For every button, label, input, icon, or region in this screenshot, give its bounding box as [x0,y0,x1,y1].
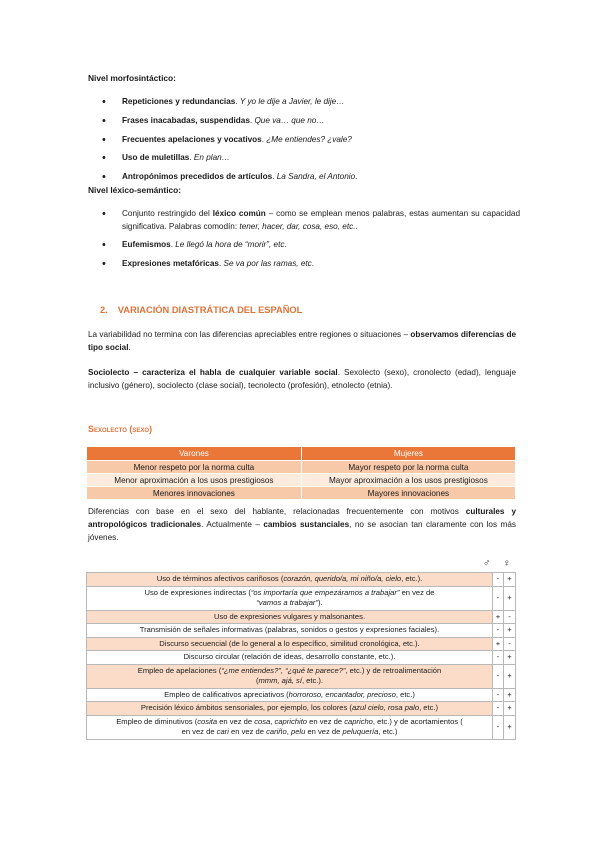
female-value: + [504,664,516,688]
subsection-title: Sexolecto (sexo) [88,424,153,434]
section-title: 2. VARIACIÓN DIASTRÁTICA DEL ESPAÑOL [100,305,303,315]
table-cell: Menor respeto por la norma culta [87,461,302,474]
table-row [87,651,516,665]
male-value: - [493,586,504,610]
female-value: - [504,610,516,624]
table-cell: Menor aproximación a los usos prestigiosos [87,474,302,487]
feature-description: Empleo de apelaciones (“¿me entiendes?”, “¿qué te parece?”, etc.) y de retroalimentación (mmm, ajá, sí, etc.). [87,664,493,688]
feature-description: Uso de expresiones indirectas (“os importaría que empezáramos a trabajar” en vez de “vamos a trabajar”). [87,586,493,610]
male-symbol-icon: ♂ [483,558,491,569]
morfo-list [100,96,520,190]
list-item: • Repeticiones y redundancias. Y yo le dije a Javier, le dije… [100,96,520,109]
list-item: • Eufemismos. Le llegó la hora de “morir”, etc. [100,239,520,252]
feature-description: Precisión léxico ámbitos sensoriales, por ejemplo, los colores (azul cielo, rosa palo, etc.) [87,702,493,716]
table-row [87,664,516,688]
intro-paragraph: La variabilidad no termina con las diferencias apreciables entre regiones o situaciones – observamos diferencias de tipo social. [88,330,517,352]
lexico-heading: Nivel léxico-semántico: [88,185,182,195]
table-row [87,715,516,739]
table-row [87,624,516,638]
male-value: - [493,573,504,587]
male-value: - [493,702,504,716]
column-header: Mujeres [301,447,515,461]
table-row [87,474,516,487]
female-value: + [504,573,516,587]
features-table [86,572,516,740]
table-row [87,702,516,716]
feature-description: Empleo de diminutivos (cosita en vez de cosa, caprichito en vez de capricho, etc.) y de acortamientos ( en vez de cari en vez de cariño, pelu en vez de peluquería, etc.) [87,715,493,739]
table-cell: Menores innovaciones [87,487,302,500]
lexico-list [100,208,520,277]
feature-description: Discurso secuencial (de lo general a lo específico, similitud cronológica, etc.). [87,637,493,651]
female-symbol-icon: ♀ [503,558,511,569]
male-value: + [493,610,504,624]
female-value: + [504,624,516,638]
column-header: Varones [87,447,302,461]
table-row [87,573,516,587]
list-item: • Uso de muletillas. En plan… [100,152,520,165]
male-value: - [493,624,504,638]
table-cell: Mayor aproximación a los usos prestigiosos [301,474,515,487]
table-row [87,461,516,474]
female-value: + [504,586,516,610]
comparison-table [86,446,516,500]
morfo-heading: Nivel morfosintáctico: [88,73,176,83]
sexolecto-paragraph: Diferencias con base en el sexo del hablante, relacionadas frecuentemente con motivos culturales y antropológicos tradicionales. Actualmente – cambios sustanciales, no se asocian tan claramente con los más jóvenes. [88,507,516,542]
male-value: - [493,715,504,739]
table-row [87,487,516,500]
feature-description: Uso de términos afectivos cariñosos (corazón, querido/a, mi niño/a, cielo, etc.). [87,573,493,587]
female-value: + [504,651,516,665]
list-item: • Frecuentes apelaciones y vocativos. ¿Me entiendes? ¿vale? [100,134,520,147]
list-item: • Antropónimos precedidos de artículos. La Sandra, el Antonio. [100,171,520,184]
female-value: + [504,715,516,739]
table-header-row [87,447,516,461]
feature-description: Discurso circular (relación de ideas, desarrollo constante, etc.). [87,651,493,665]
female-value: - [504,637,516,651]
feature-description: Transmisión de señales informativas (palabras, sonidos o gestos y expresiones faciales). [87,624,493,638]
male-value: - [493,688,504,702]
female-value: + [504,688,516,702]
feature-description: Uso de expresiones vulgares y malsonantes. [87,610,493,624]
female-value: + [504,702,516,716]
male-value: - [493,664,504,688]
table-row [87,688,516,702]
table-row [87,637,516,651]
table-cell: Mayor respeto por la norma culta [301,461,515,474]
list-item: • Expresiones metafóricas. Se va por las ramas, etc. [100,258,520,271]
list-item: • Frases inacabadas, suspendidas. Que va… que no… [100,115,520,128]
table-cell: Mayores innovaciones [301,487,515,500]
sociolecto-paragraph: Sociolecto – caracteriza el habla de cualquier variable social. Sexolecto (sexo), cronolecto (edad), lenguaje inclusivo (género), sociolecto (clase social), tecnolecto (profesión), etnolecto (etnia). [88,368,516,390]
table-row [87,610,516,624]
feature-description: Empleo de calificativos apreciativos (horroroso, encantador, precioso, etc.) [87,688,493,702]
list-item: • Conjunto restringido del léxico común – como se emplean menos palabras, estas aumentan su capacidad significativa. Palabras comodín: tener, hacer, dar, cosa, eso, etc.. [100,208,520,233]
male-value: - [493,651,504,665]
table-row [87,586,516,610]
male-value: + [493,637,504,651]
